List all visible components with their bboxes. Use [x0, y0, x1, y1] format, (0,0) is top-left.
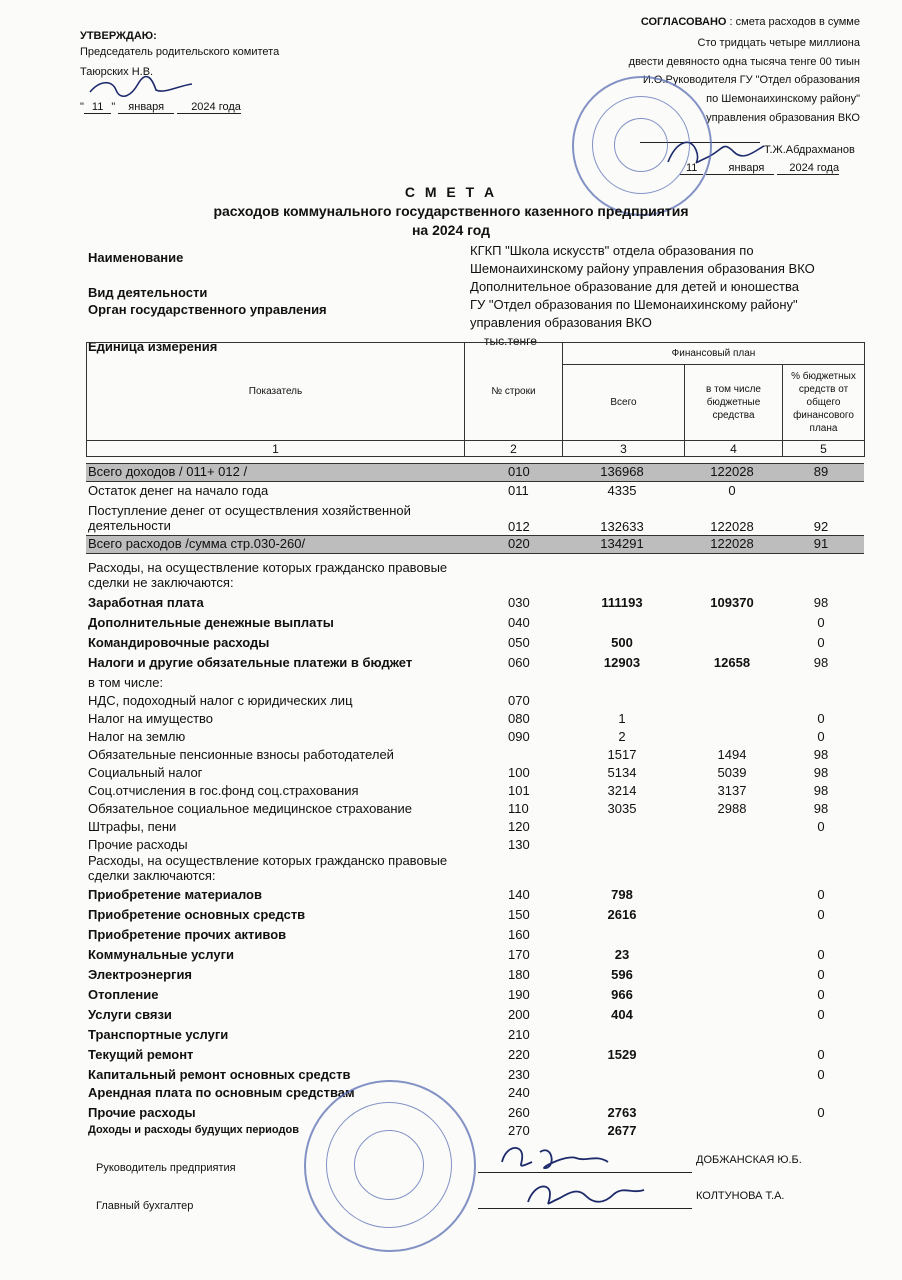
director-label: Руководитель предприятия [96, 1162, 236, 1174]
table-row [86, 635, 864, 652]
row-pct: 0 [817, 987, 825, 1002]
activity-value: Дополнительное образование для детей и юношества [470, 279, 799, 294]
row-pct: 0 [817, 967, 825, 982]
agreed-line5: по Шемонаихинскому району" [706, 93, 860, 105]
doc-subtitle: расходов коммунального государственного казенного предприятия [213, 203, 689, 219]
agreed-line1: СОГЛАСОВАНО : смета расходов в сумме [640, 16, 860, 28]
name-label: Наименование [88, 250, 184, 265]
row-label: Текущий ремонт [88, 1047, 194, 1062]
table-row [86, 595, 864, 612]
table-row [86, 1123, 864, 1140]
row-label: Остаток денег на начало года [88, 483, 269, 498]
row-label: Прочие расходы [88, 837, 188, 852]
table-row [86, 747, 864, 764]
table-row [86, 837, 864, 854]
estimate-table-header [86, 342, 865, 457]
organ-label: Орган государственного управления [88, 302, 327, 317]
table-row [86, 987, 864, 1004]
row-budget: 3137 [717, 783, 747, 798]
agreed-line3: двести девяносто одна тысяча тенге 00 тиын [628, 56, 860, 68]
row-label: Расходы, на осуществление которых гражданско правовые сделки заключаются: [88, 853, 448, 883]
row-code: 090 [508, 729, 530, 744]
row-code: 070 [508, 693, 530, 708]
row-pct: 91 [813, 536, 829, 551]
row-total: 134291 [600, 536, 644, 551]
table-row [86, 783, 864, 800]
table-row [86, 483, 864, 500]
table-row [86, 1047, 864, 1064]
row-total: 12903 [603, 655, 641, 670]
director-name: ДОБЖАНСКАЯ Ю.Б. [696, 1154, 802, 1166]
row-pct: 98 [813, 655, 829, 670]
col-pct: % бюджетных средств от общего финансового плана [783, 365, 865, 441]
organ-value: ГУ "Отдел образования по Шемонаихинскому району" управления образования ВКО [470, 297, 798, 330]
row-total: 4335 [607, 483, 637, 498]
row-code: 101 [508, 783, 530, 798]
row-pct: 98 [813, 783, 829, 798]
table-row [86, 967, 864, 984]
table-row [86, 765, 864, 782]
accountant-name: КОЛТУНОВА Т.А. [696, 1190, 785, 1202]
row-label: Приобретение прочих активов [88, 927, 287, 942]
approve-name: Таюрских Н.В. [80, 66, 154, 78]
agreed-date: 11 января 2024 года [680, 162, 839, 174]
table-row [86, 1085, 864, 1102]
row-label: Социальный налог [88, 765, 203, 780]
table-row [86, 1027, 864, 1044]
row-pct: 98 [813, 765, 829, 780]
table-row [86, 535, 864, 554]
col-num-2: 2 [465, 441, 563, 457]
table-row [86, 801, 864, 818]
table-row [86, 887, 864, 904]
row-budget: 5039 [717, 765, 747, 780]
row-pct: 0 [817, 1105, 825, 1120]
row-label: Приобретение материалов [88, 887, 262, 902]
col-num-3: 3 [563, 441, 685, 457]
accountant-label: Главный бухгалтер [96, 1200, 194, 1212]
row-total: 132633 [600, 519, 644, 534]
row-code: 140 [508, 887, 530, 902]
row-pct: 0 [817, 1047, 825, 1062]
row-code: 170 [508, 947, 530, 962]
row-code: 040 [508, 615, 530, 630]
table-row [86, 1067, 864, 1084]
row-total: 1 [618, 711, 626, 726]
row-budget: 122028 [710, 536, 754, 551]
row-total: 3035 [607, 801, 637, 816]
row-total: 404 [611, 1007, 633, 1022]
table-row [86, 503, 864, 535]
table-row [86, 947, 864, 964]
agreed-line2: Сто тридцать четыре миллиона [697, 37, 860, 49]
row-label: Поступление денег от осуществления хозяйственной деятельности [88, 503, 411, 533]
agreed-name: Т.Ж.Абдрахманов [764, 144, 855, 156]
col-num-5: 5 [783, 441, 865, 457]
row-label: Обязательное социальное медицинское страхование [88, 801, 413, 816]
row-pct: 0 [817, 819, 825, 834]
row-label: Расходы, на осуществление которых гражданско правовые сделки не заключаются: [88, 560, 448, 590]
row-label: Налог на землю [88, 729, 186, 744]
table-row [86, 1105, 864, 1122]
row-label: Прочие расходы [88, 1105, 196, 1120]
row-total: 596 [611, 967, 633, 982]
row-code: 100 [508, 765, 530, 780]
row-code: 160 [508, 927, 530, 942]
table-row [86, 711, 864, 728]
row-label: Командировочные расходы [88, 635, 270, 650]
table-row [86, 693, 864, 710]
row-pct: 0 [817, 615, 825, 630]
row-budget: 2988 [717, 801, 747, 816]
unit-value: тыс.тенге [484, 334, 537, 348]
row-pct: 89 [813, 464, 829, 479]
col-num-1: 1 [87, 441, 465, 457]
table-row [86, 463, 864, 482]
row-label: Всего расходов /сумма стр.030-260/ [88, 536, 306, 551]
row-total: 1529 [607, 1047, 637, 1062]
table-row [86, 907, 864, 924]
row-total: 500 [611, 635, 633, 650]
row-label: Налоги и другие обязательные платежи в бюджет [88, 655, 413, 670]
row-pct: 0 [817, 1067, 825, 1082]
row-budget: 109370 [710, 595, 754, 610]
table-row [86, 1007, 864, 1024]
row-budget: 1494 [717, 747, 747, 762]
doc-title: С М Е Т А [404, 184, 498, 200]
row-pct: 0 [817, 907, 825, 922]
col-line-no: № строки [465, 343, 563, 441]
row-label: Обязательные пенсионные взносы работодателей [88, 747, 394, 762]
approve-signature [86, 74, 196, 100]
row-code: 110 [508, 801, 529, 816]
row-code: 060 [508, 655, 530, 670]
row-pct: 98 [813, 595, 829, 610]
row-pct: 0 [817, 947, 825, 962]
row-label: Услуги связи [88, 1007, 172, 1022]
row-label: Приобретение основных средств [88, 907, 306, 922]
row-label: Соц.отчисления в гос.фонд соц.страхования [88, 783, 359, 798]
row-total: 2 [618, 729, 626, 744]
accountant-signature [520, 1174, 650, 1210]
table-row [86, 729, 864, 746]
row-code: 150 [508, 907, 530, 922]
row-label: НДС, подоходный налог с юридических лиц [88, 693, 353, 708]
col-num-4: 4 [685, 441, 783, 457]
row-pct: 98 [813, 801, 829, 816]
row-total: 1517 [607, 747, 637, 762]
row-code: 012 [508, 519, 530, 534]
table-row [86, 927, 864, 944]
table-row [86, 655, 864, 672]
row-label: Заработная плата [88, 595, 204, 610]
row-total: 2677 [607, 1123, 637, 1138]
row-label: Электроэнергия [88, 967, 193, 982]
row-code: 200 [508, 1007, 530, 1022]
approve-role: Председатель родительского комитета [80, 46, 280, 58]
row-label: Капитальный ремонт основных средств [88, 1067, 351, 1082]
row-code: 030 [508, 595, 530, 610]
row-label: Доходы и расходы будущих периодов [88, 1124, 299, 1136]
row-pct: 0 [817, 729, 825, 744]
row-code: 120 [508, 819, 530, 834]
row-code: 270 [508, 1123, 530, 1138]
col-indicator: Показатель [87, 343, 465, 441]
row-code: 240 [508, 1085, 530, 1100]
director-signature [496, 1140, 616, 1176]
table-row [86, 853, 864, 885]
unit-label: Единица измерения [88, 339, 218, 354]
row-code: 020 [508, 536, 530, 551]
approve-date: " 11 " января 2024 года [80, 101, 241, 113]
row-code: 220 [508, 1047, 530, 1062]
doc-year: на 2024 год [411, 222, 491, 238]
row-pct: 0 [817, 635, 825, 650]
col-budget: в том числе бюджетные средства [685, 365, 783, 441]
row-budget: 122028 [710, 464, 754, 479]
row-total: 23 [614, 947, 630, 962]
row-label: Арендная плата по основным средствам [88, 1085, 355, 1100]
activity-label: Вид деятельности [88, 285, 208, 300]
row-total: 111193 [601, 595, 643, 610]
row-label: Дополнительные денежные выплаты [88, 615, 334, 630]
row-label: Коммунальные услуги [88, 947, 234, 962]
row-total: 2763 [607, 1105, 637, 1120]
table-row [86, 819, 864, 836]
row-pct: 0 [817, 711, 825, 726]
row-code: 130 [508, 837, 530, 852]
approve-heading: УТВЕРЖДАЮ: [80, 30, 157, 42]
row-code: 011 [508, 483, 529, 498]
row-code: 050 [508, 635, 530, 650]
agreed-line6: управления образования ВКО [706, 112, 860, 124]
row-pct: 0 [817, 887, 825, 902]
row-pct: 0 [817, 1007, 825, 1022]
row-pct: 98 [813, 747, 829, 762]
row-total: 5134 [607, 765, 637, 780]
official-seal-bottom [304, 1080, 476, 1252]
row-pct: 92 [813, 519, 829, 534]
name-value: КГКП "Школа искусств" отдела образования по Шемонаихинскому району управления образования ВКО [470, 243, 815, 276]
row-total: 798 [611, 887, 633, 902]
table-row [86, 560, 864, 592]
row-code: 080 [508, 711, 530, 726]
row-total: 136968 [600, 464, 644, 479]
col-total: Всего [563, 365, 685, 441]
row-label: Транспортные услуги [88, 1027, 229, 1042]
row-total: 2616 [607, 907, 637, 922]
row-budget: 12658 [713, 655, 751, 670]
row-code: 230 [508, 1067, 530, 1082]
table-row [86, 675, 864, 692]
row-total: 966 [611, 987, 633, 1002]
row-code: 260 [508, 1105, 530, 1120]
row-code: 010 [508, 464, 530, 479]
row-label: Отопление [88, 987, 159, 1002]
row-code: 190 [508, 987, 530, 1002]
row-budget: 122028 [710, 519, 754, 534]
row-label: Всего доходов / 011+ 012 / [88, 464, 248, 479]
row-total: 3214 [607, 783, 637, 798]
row-label: Штрафы, пени [88, 819, 177, 834]
row-code: 180 [508, 967, 530, 982]
table-row [86, 615, 864, 632]
agreed-line4: И.О.Руководителя ГУ "Отдел образования [642, 74, 860, 86]
row-code: 210 [508, 1027, 530, 1042]
row-label: Налог на имущество [88, 711, 214, 726]
col-fin-plan: Финансовый план [563, 343, 865, 365]
row-label: в том числе: [88, 675, 164, 690]
row-budget: 0 [728, 483, 736, 498]
